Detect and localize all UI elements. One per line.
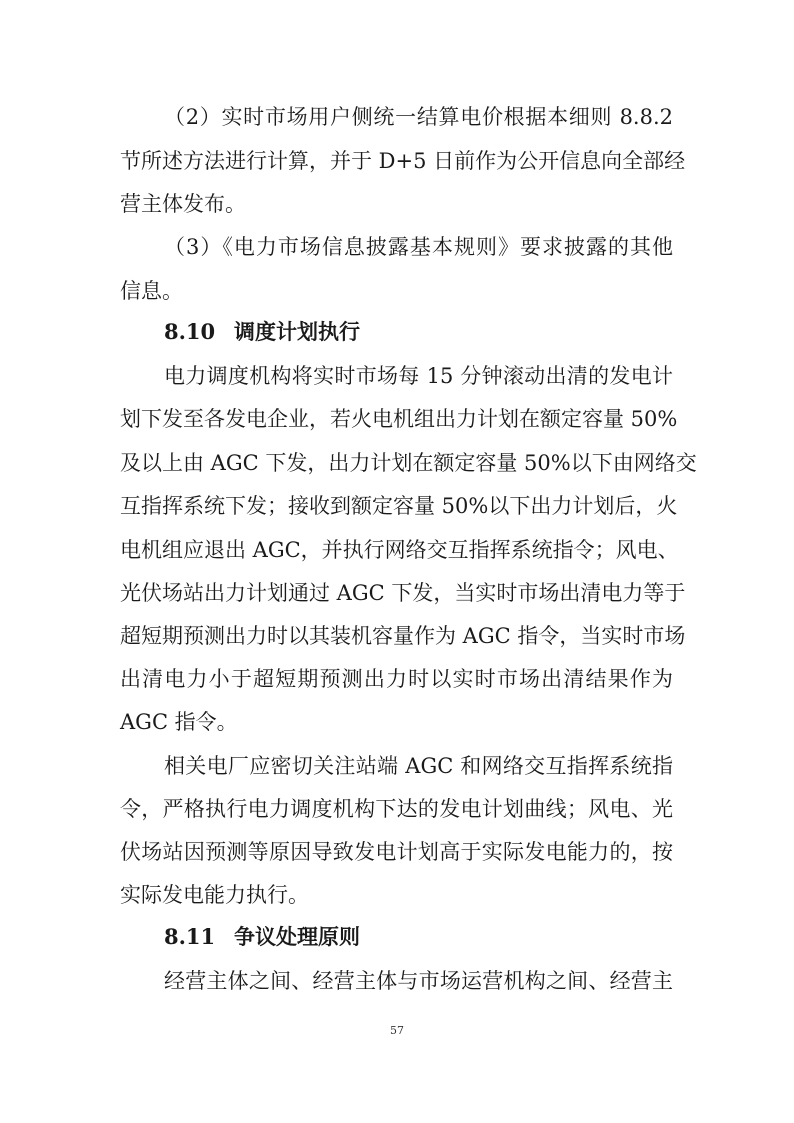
paragraph-line: 及以上由 AGC 下发，出力计划在额定容量 50%以下由网络交 [120,451,697,475]
paragraph-line: （2）实时市场用户侧统一结算电价根据本细则 8.8.2 [164,105,673,129]
paragraph-line: 电机组应退出 AGC，并执行网络交互指挥系统指令；风电、 [120,538,679,562]
section-title: 调度计划执行 [234,319,360,344]
paragraph-line: AGC 指令。 [120,710,238,734]
paragraph-line: 超短期预测出力时以其装机容量作为 AGC 指令，当实时市场 [120,624,686,648]
paragraph-line: 节所述方法进行计算，并于 D+5 日前作为公开信息向全部经 [120,149,686,173]
paragraph-line: 营主体发布。 [120,192,246,216]
paragraph-line: 出清电力小于超短期预测出力时以实时市场出清结果作为 [120,667,673,691]
paragraph-line: （3）《电力市场信息披露基本规则》要求披露的其他 [164,235,673,259]
paragraph-line: 互指挥系统下发；接收到额定容量 50%以下出力计划后，火 [120,494,678,518]
section-heading [164,318,360,346]
paragraph-line: 伏场站因预测等原因导致发电计划高于实际发电能力的，按 [120,840,673,864]
paragraph-line: 电力调度机构将实时市场每 15 分钟滚动出清的发电计 [164,364,673,388]
paragraph-line: 实际发电能力执行。 [120,883,309,907]
paragraph-line: 令，严格执行电力调度机构下达的发电计划曲线；风电、光 [120,797,673,821]
section-title: 争议处理原则 [234,924,360,949]
paragraph-line: 划下发至各发电企业，若火电机组出力计划在额定容量 50% [120,407,678,431]
paragraph-line: 光伏场站出力计划通过 AGC 下发，当实时市场出清电力等于 [120,581,686,605]
paragraph-line: 经营主体之间、经营主体与市场运营机构之间、经营主 [164,969,673,993]
section-number: 8.11 [164,924,216,949]
page-number: 57 [390,1024,404,1037]
paragraph-line: 信息。 [120,279,183,303]
paragraph-line: 相关电厂应密切关注站端 AGC 和网络交互指挥系统指 [164,754,673,778]
section-number: 8.10 [164,319,216,344]
section-heading [164,923,360,951]
